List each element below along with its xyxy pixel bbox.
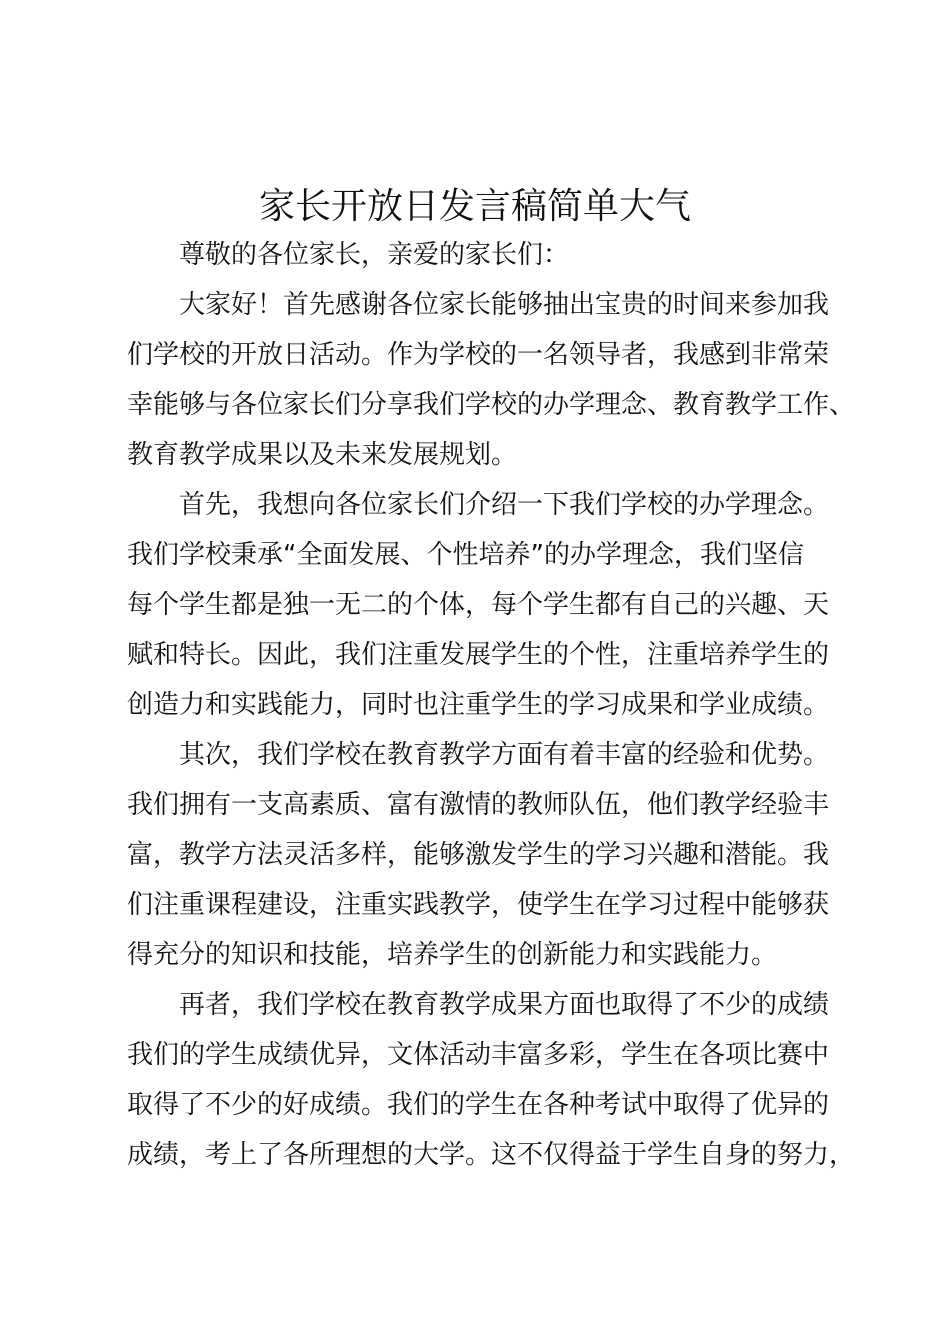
body-line: 我们拥有一支高素质、富有激情的教师队伍，他们教学经验丰: [127, 790, 830, 820]
body-line: 们注重课程建设，注重实践教学，使学生在学习过程中能够获: [127, 890, 830, 920]
body-line: 首先，我想向各位家长们介绍一下我们学校的办学理念。: [179, 490, 830, 520]
body-line: 教育教学成果以及未来发展规划。: [127, 440, 518, 470]
body-line: 我们的学生成绩优异，文体活动丰富多彩，学生在各项比赛中: [127, 1040, 830, 1070]
body-line: 大家好！首先感谢各位家长能够抽出宝贵的时间来参加我: [179, 290, 830, 320]
body-line: 每个学生都是独一无二的个体，每个学生都有自己的兴趣、天: [127, 590, 830, 620]
body-line: 取得了不少的好成绩。我们的学生在各种考试中取得了优异的: [127, 1090, 830, 1120]
body-line: 其次，我们学校在教育教学方面有着丰富的经验和优势。: [179, 740, 830, 770]
body-line: 再者，我们学校在教育教学成果方面也取得了不少的成绩: [179, 990, 830, 1020]
body-line: 赋和特长。因此，我们注重发展学生的个性，注重培养学生的: [127, 640, 830, 670]
body-line: 尊敬的各位家长，亲爱的家长们：: [179, 240, 570, 270]
body-line: 创造力和实践能力，同时也注重学生的学习成果和学业成绩。: [127, 690, 830, 720]
body-line: 们学校的开放日活动。作为学校的一名领导者，我感到非常荣: [127, 340, 830, 370]
body-line: 富，教学方法灵活多样，能够激发学生的学习兴趣和潜能。我: [127, 840, 830, 870]
body-line: 成绩，考上了各所理想的大学。这不仅得益于学生自身的努力，: [127, 1140, 856, 1170]
body-line: 幸能够与各位家长们分享我们学校的办学理念、教育教学工作、: [127, 390, 856, 420]
document-title: 家长开放日发言稿简单大气: [258, 186, 691, 227]
body-line: 得充分的知识和技能，培养学生的创新能力和实践能力。: [127, 940, 778, 970]
body-line: 我们学校秉承“全面发展、个性培养”的办学理念，我们坚信: [127, 540, 804, 570]
